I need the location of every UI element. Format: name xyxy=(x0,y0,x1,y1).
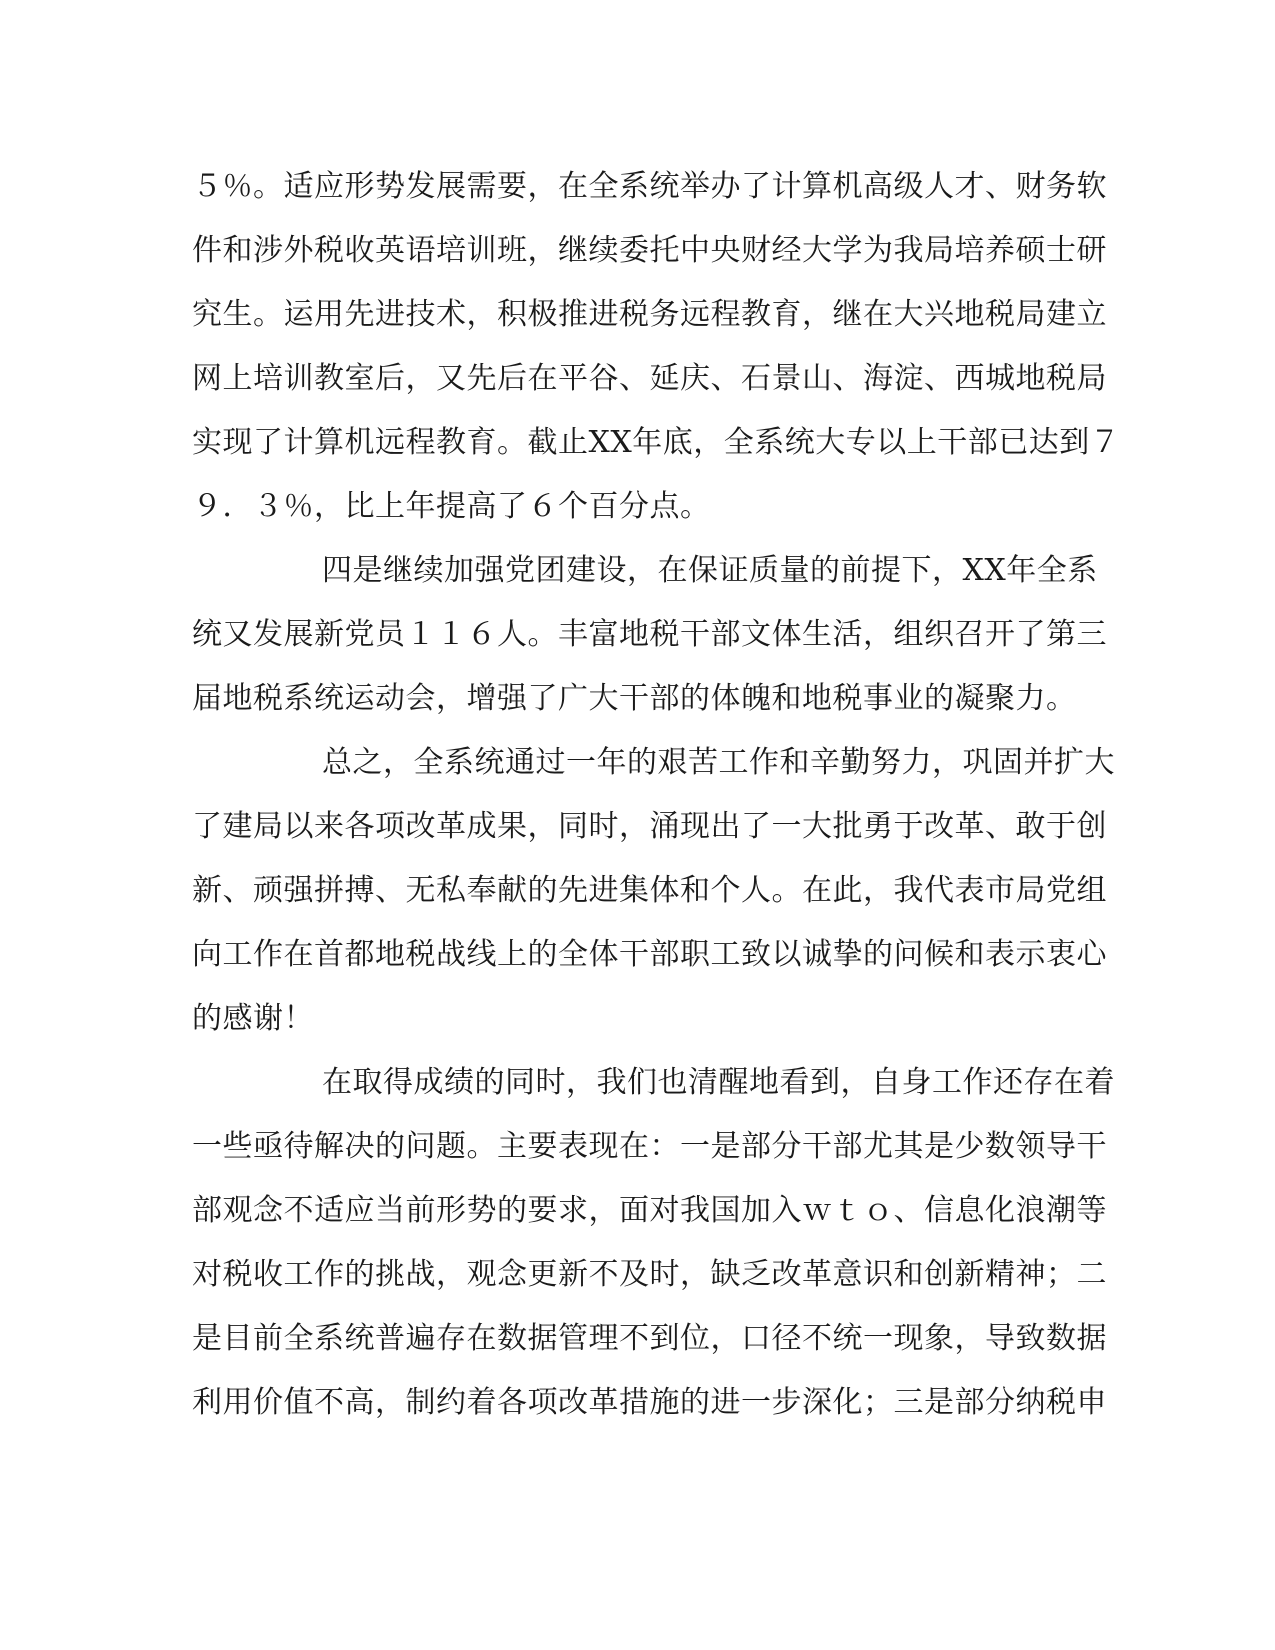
text-line: 对税收工作的挑战，观念更新不及时，缺乏改革意识和创新精神；二 xyxy=(192,1257,1107,1292)
text-line: ５％。适应形势发展需要，在全系统举办了计算机高级人才、财务软 xyxy=(192,169,1107,204)
body-text xyxy=(192,155,1121,1435)
text-line: 的感谢！ xyxy=(192,1001,314,1036)
paragraph-start-line: 总之，全系统通过一年的艰苦工作和辛勤努力，巩固并扩大 xyxy=(322,745,1115,780)
text-line: 统又发展新党员１１６人。丰富地税干部文体生活，组织召开了第三 xyxy=(192,617,1107,652)
text-line: 实现了计算机远程教育。截止XX年底，全系统大专以上干部已达到７ xyxy=(192,425,1121,460)
text-line: 届地税系统运动会，增强了广大干部的体魄和地税事业的凝聚力。 xyxy=(192,681,1077,716)
text-line: 了建局以来各项改革成果，同时，涌现出了一大批勇于改革、敢于创 xyxy=(192,809,1107,844)
paragraph-start-line: 四是继续加强党团建设，在保证质量的前提下，XX年全系 xyxy=(322,553,1098,588)
text-line: ９．３％，比上年提高了６个百分点。 xyxy=(192,489,711,524)
text-line: 件和涉外税收英语培训班，继续委托中央财经大学为我局培养硕士研 xyxy=(192,233,1107,268)
text-line: 是目前全系统普遍存在数据管理不到位，口径不统一现象，导致数据 xyxy=(192,1321,1107,1356)
text-line: 一些亟待解决的问题。主要表现在：一是部分干部尤其是少数领导干 xyxy=(192,1129,1107,1164)
text-line: 究生。运用先进技术，积极推进税务远程教育，继在大兴地税局建立 xyxy=(192,297,1107,332)
text-line: 部观念不适应当前形势的要求，面对我国加入ｗｔｏ、信息化浪潮等 xyxy=(192,1193,1107,1228)
paragraph-start-line: 在取得成绩的同时，我们也清醒地看到，自身工作还存在着 xyxy=(322,1065,1115,1100)
text-line: 新、顽强拼搏、无私奉献的先进集体和个人。在此，我代表市局党组 xyxy=(192,873,1107,908)
text-line: 网上培训教室后，又先后在平谷、延庆、石景山、海淀、西城地税局 xyxy=(192,361,1107,396)
text-line: 向工作在首都地税战线上的全体干部职工致以诚挚的问候和表示衷心 xyxy=(192,937,1107,972)
text-line: 利用价值不高，制约着各项改革措施的进一步深化；三是部分纳税申 xyxy=(192,1385,1107,1420)
